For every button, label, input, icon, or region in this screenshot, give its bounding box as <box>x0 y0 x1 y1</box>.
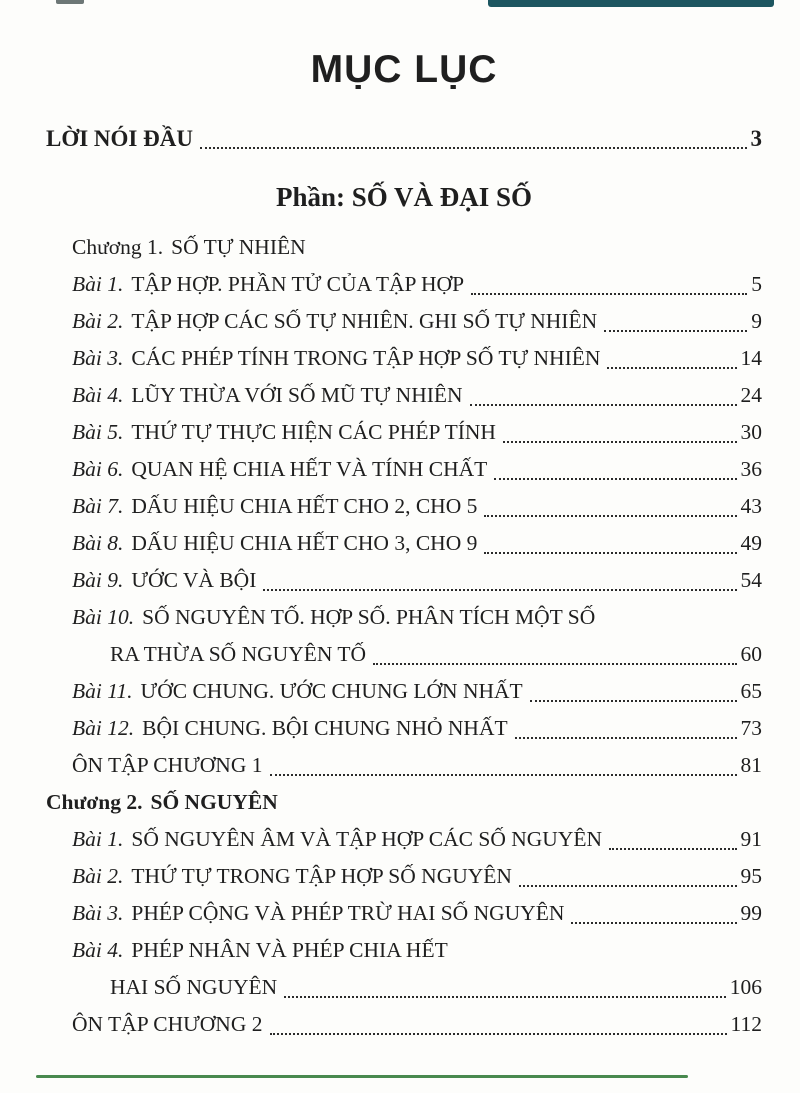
toc-row <box>46 562 762 599</box>
entry-title: HAI SỐ NGUYÊN <box>110 975 278 999</box>
entry-prefix: Bài 7. <box>72 494 124 518</box>
entry-title: PHÉP NHÂN VÀ PHÉP CHIA HẾT <box>131 938 448 962</box>
entry-prefix: Bài 2. <box>72 864 124 888</box>
entry-title: SỐ NGUYÊN <box>150 790 278 814</box>
page-number: 54 <box>740 568 762 592</box>
scan-artifact-top-left-mark <box>56 0 84 4</box>
page-number: 9 <box>751 309 762 333</box>
toc-row <box>46 414 762 451</box>
page-number: 91 <box>740 827 762 851</box>
toc-row <box>46 673 762 710</box>
entry-title: DẤU HIỆU CHIA HẾT CHO 3, CHO 9 <box>131 531 478 555</box>
entry-title: PHÉP CỘNG VÀ PHÉP TRỪ HAI SỐ NGUYÊN <box>131 901 565 925</box>
entry-title: SỐ NGUYÊN TỐ. HỢP SỐ. PHÂN TÍCH MỘT SỐ <box>142 605 596 629</box>
toc-row <box>46 858 762 895</box>
entry-title: CÁC PHÉP TÍNH TRONG TẬP HỢP SỐ TỰ NHIÊN <box>131 346 601 370</box>
page-number: 112 <box>730 1012 762 1036</box>
toc-row <box>46 340 762 377</box>
dot-leader <box>571 922 736 924</box>
toc-row <box>46 488 762 525</box>
entry-prefix: Bài 10. <box>72 605 135 629</box>
dot-leader <box>604 330 747 332</box>
entry-prefix: Bài 4. <box>72 938 124 962</box>
dot-leader <box>515 737 737 739</box>
dot-leader <box>609 848 736 850</box>
dot-leader <box>200 147 747 149</box>
toc-row <box>46 969 762 1006</box>
preface-entry <box>46 122 762 156</box>
page-number: 5 <box>751 272 762 296</box>
entry-prefix: Chương 1. <box>72 235 164 259</box>
entry-title: THỨ TỰ THỰC HIỆN CÁC PHÉP TÍNH <box>131 420 496 444</box>
toc-row <box>46 266 762 303</box>
entry-title: ƯỚC CHUNG. ƯỚC CHUNG LỚN NHẤT <box>140 679 523 703</box>
toc-row <box>46 599 762 636</box>
entry-title: ÔN TẬP CHƯƠNG 2 <box>72 1012 263 1036</box>
dot-leader <box>263 589 736 591</box>
page-title: MỤC LỤC <box>310 48 498 91</box>
page-number: 24 <box>740 383 762 407</box>
entry-prefix: Chương 2. <box>46 790 143 814</box>
dot-leader <box>270 1033 727 1035</box>
page-number: 36 <box>740 457 762 481</box>
dot-leader <box>503 441 737 443</box>
toc-entries <box>46 229 762 1043</box>
entry-prefix: Bài 1. <box>72 272 124 296</box>
entry-prefix: Bài 8. <box>72 531 124 555</box>
entry-title: ƯỚC VÀ BỘI <box>131 568 257 592</box>
dot-leader <box>373 663 737 665</box>
dot-leader <box>607 367 736 369</box>
preface-label: LỜI NÓI ĐẦU <box>46 126 193 151</box>
toc-row <box>46 821 762 858</box>
dot-leader <box>470 404 737 406</box>
chapter-row <box>46 229 762 266</box>
entry-title: SỐ TỰ NHIÊN <box>171 235 306 259</box>
entry-title: BỘI CHUNG. BỘI CHUNG NHỎ NHẤT <box>142 716 508 740</box>
page-number: 65 <box>740 679 762 703</box>
entry-title: ÔN TẬP CHƯƠNG 1 <box>72 753 263 777</box>
page-number: 49 <box>740 531 762 555</box>
dot-leader <box>494 478 736 480</box>
entry-prefix: Bài 11. <box>72 679 133 703</box>
toc-row <box>46 451 762 488</box>
part-heading: Phần: SỐ VÀ ĐẠI SỐ <box>275 182 533 212</box>
page-number: 81 <box>740 753 762 777</box>
entry-prefix: Bài 2. <box>72 309 124 333</box>
toc-row <box>46 710 762 747</box>
page-number: 73 <box>740 716 762 740</box>
toc-row <box>46 747 762 784</box>
entry-title: THỨ TỰ TRONG TẬP HỢP SỐ NGUYÊN <box>131 864 512 888</box>
entry-prefix: Bài 5. <box>72 420 124 444</box>
chapter-row <box>46 784 762 821</box>
toc-row <box>46 932 762 969</box>
page-number: 99 <box>740 901 762 925</box>
dot-leader <box>284 996 726 998</box>
entry-title: TẬP HỢP. PHẦN TỬ CỦA TẬP HỢP <box>131 272 465 296</box>
page-number: 95 <box>740 864 762 888</box>
entry-prefix: Bài 3. <box>72 346 124 370</box>
page-number: 43 <box>740 494 762 518</box>
toc-row <box>46 525 762 562</box>
dot-leader <box>484 515 736 517</box>
scan-artifact-bottom-line <box>36 1075 688 1078</box>
entry-prefix: Bài 1. <box>72 827 124 851</box>
dot-leader <box>471 293 747 295</box>
entry-title: DẤU HIỆU CHIA HẾT CHO 2, CHO 5 <box>131 494 478 518</box>
entry-prefix: Bài 3. <box>72 901 124 925</box>
page-number: 3 <box>750 126 762 151</box>
toc-row <box>46 636 762 673</box>
entry-prefix: Bài 6. <box>72 457 124 481</box>
scan-artifact-top-bar <box>488 0 774 7</box>
dot-leader <box>519 885 737 887</box>
page-number: 106 <box>729 975 762 999</box>
toc-row <box>46 1006 762 1043</box>
entry-title: TẬP HỢP CÁC SỐ TỰ NHIÊN. GHI SỐ TỰ NHIÊN <box>131 309 598 333</box>
entry-prefix: Bài 4. <box>72 383 124 407</box>
page-number: 14 <box>740 346 762 370</box>
dot-leader <box>270 774 737 776</box>
toc-row <box>46 895 762 932</box>
page-number: 60 <box>740 642 762 666</box>
entry-title: SỐ NGUYÊN ÂM VÀ TẬP HỢP CÁC SỐ NGUYÊN <box>131 827 603 851</box>
dot-leader <box>484 552 736 554</box>
entry-prefix: Bài 9. <box>72 568 124 592</box>
entry-title: LŨY THỪA VỚI SỐ MŨ TỰ NHIÊN <box>131 383 463 407</box>
entry-title: RA THỪA SỐ NGUYÊN TỐ <box>110 642 366 666</box>
page-number: 30 <box>740 420 762 444</box>
entry-prefix: Bài 12. <box>72 716 135 740</box>
toc-row <box>46 303 762 340</box>
toc-row <box>46 377 762 414</box>
entry-title: QUAN HỆ CHIA HẾT VÀ TÍNH CHẤT <box>131 457 488 481</box>
dot-leader <box>530 700 737 702</box>
